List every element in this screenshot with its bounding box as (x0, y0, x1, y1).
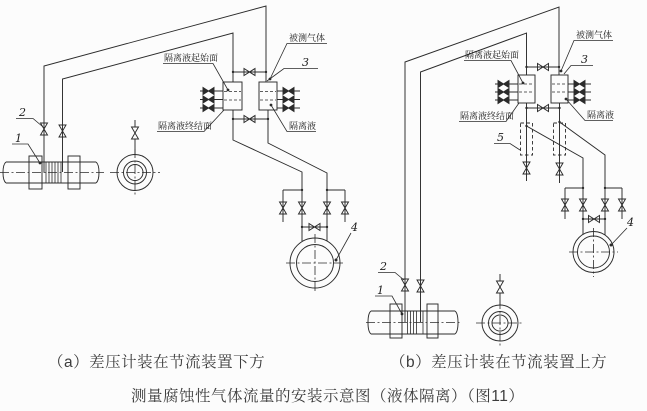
vent-valve-icon (203, 88, 214, 95)
vent-valve-icon (203, 96, 214, 103)
vent-valve-icon (283, 105, 294, 112)
vessel-side-valves-b (495, 81, 591, 104)
settling-pots-b (521, 103, 566, 183)
isolation-vessels-a (223, 82, 277, 110)
callout-4: 4 (351, 221, 358, 234)
vent-valve-icon (498, 97, 509, 104)
label-isolation-liquid-end-a: 隔离液终结面 (158, 121, 213, 131)
isolation-vessels-b (518, 75, 568, 103)
callout-1: 1 (377, 284, 384, 297)
callout-3: 3 (581, 53, 588, 66)
isolation-vessel-right (259, 82, 277, 110)
tap-valve-icon (497, 281, 504, 293)
callout-4: 4 (627, 216, 634, 229)
diagram-b (366, 7, 634, 346)
gauge-piping-b (525, 121, 625, 235)
pipe-side-view-a (110, 120, 160, 196)
callout-5: 5 (497, 131, 504, 144)
vent-valve-icon (498, 81, 509, 88)
dp-gauge-a (286, 234, 344, 292)
vent-valve-icon (574, 97, 585, 104)
interconnect-lines-a (232, 69, 269, 123)
captions (48, 353, 607, 405)
impulse-lines-a (41, 6, 267, 172)
vessel-side-valves-a (200, 88, 300, 112)
label-isolation-liquid-a: 隔离液 (289, 121, 317, 131)
callout-2: 2 (380, 260, 387, 273)
callout-1: 1 (15, 132, 22, 145)
vent-valve-icon (574, 81, 585, 88)
vent-valve-icon (283, 96, 294, 103)
interconnect-lines-b (525, 64, 560, 112)
label-isolation-liquid-start-a: 隔离液起始面 (164, 53, 219, 63)
label-isolation-liquid-start-b: 隔离液起始面 (465, 50, 520, 60)
callout-3: 3 (302, 56, 309, 69)
diagram-a (0, 6, 358, 292)
vent-valve-icon (498, 89, 509, 96)
vent-valve-icon (203, 105, 214, 112)
caption-a: （a）差压计装在节流装置下方 (48, 354, 266, 371)
label-measured-gas-b: 被测气体 (576, 30, 613, 40)
label-isolation-liquid-b: 隔离液 (587, 110, 615, 120)
vent-valve-icon (283, 88, 294, 95)
label-isolation-liquid-end-b: 隔离液终结面 (460, 111, 515, 121)
dp-gauge-b (569, 228, 618, 277)
tap-valve-icon (132, 127, 139, 139)
figure-title: 测量腐蚀性气体流量的安装示意图（液体隔离）（图11） (131, 388, 525, 405)
vent-valve-icon (574, 89, 585, 96)
callout-2: 2 (19, 106, 26, 119)
caption-b: （b）差压计装在节流装置上方 (390, 354, 608, 371)
label-measured-gas-a: 被测气体 (289, 33, 326, 43)
pipe-assembly-a (0, 156, 104, 189)
pipe-side-view-b (476, 274, 524, 346)
pipe-assembly-b (366, 304, 461, 338)
